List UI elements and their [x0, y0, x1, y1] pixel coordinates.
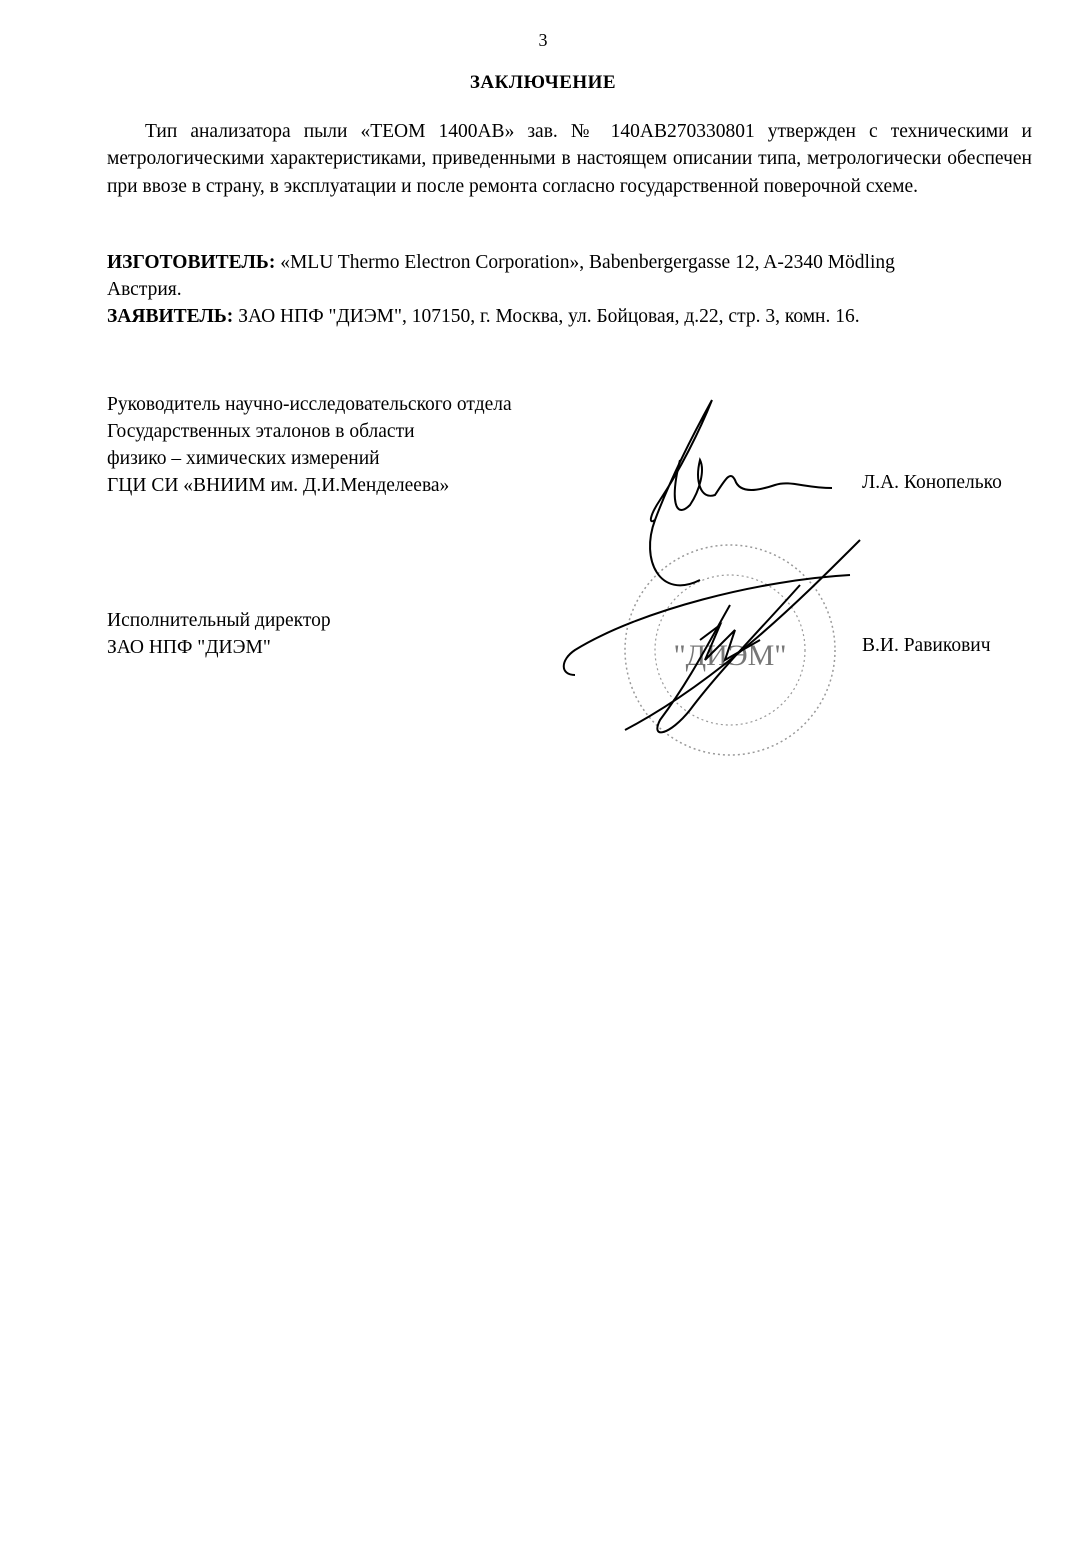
- signatory-1-name: Л.А. Конопелько: [862, 472, 1002, 493]
- signature-1: [650, 400, 832, 585]
- manufacturer-value: «MLU Thermo Electron Corporation», Babenbergergasse 12, A-2340 Mödling: [280, 252, 895, 273]
- applicant-label: ЗАЯВИТЕЛЬ:: [107, 306, 234, 327]
- stamp-center-text: "ДИЭМ": [673, 639, 787, 672]
- page-number: 3: [538, 30, 548, 50]
- position-line: физико – химических измерений: [107, 448, 380, 469]
- position-line: Государственных эталонов в области: [107, 421, 415, 442]
- position-line: ГЦИ СИ «ВНИИМ им. Д.И.Менделеева»: [107, 475, 450, 496]
- section-title: ЗАКЛЮЧЕНИЕ: [469, 72, 617, 93]
- position-line: ЗАО НПФ "ДИЭМ": [107, 637, 271, 658]
- signatory-2-name: В.И. Равикович: [862, 635, 991, 656]
- conclusion-paragraph: Тип анализатора пыли «TEOM 1400AB» зав. № 140AB270330801 утвержден с техническими и метрологическими характеристиками, приведенными в настоящем описании типа, метрологически обеспечен при ввозе в страну, в эксплуатации и после ремонта согласно государственной поверочной схеме.: [107, 121, 1032, 197]
- signature-2: [564, 540, 860, 732]
- manufacturer-label: ИЗГОТОВИТЕЛЬ:: [107, 252, 276, 273]
- manufacturer-country: Австрия.: [107, 279, 182, 300]
- official-stamp: [625, 545, 835, 755]
- position-line: Руководитель научно-исследовательского отдела: [107, 394, 512, 415]
- position-line: Исполнительный директор: [107, 610, 331, 631]
- applicant-value: ЗАО НПФ "ДИЭМ", 107150, г. Москва, ул. Бойцовая, д.22, стр. 3, комн. 16.: [238, 306, 860, 327]
